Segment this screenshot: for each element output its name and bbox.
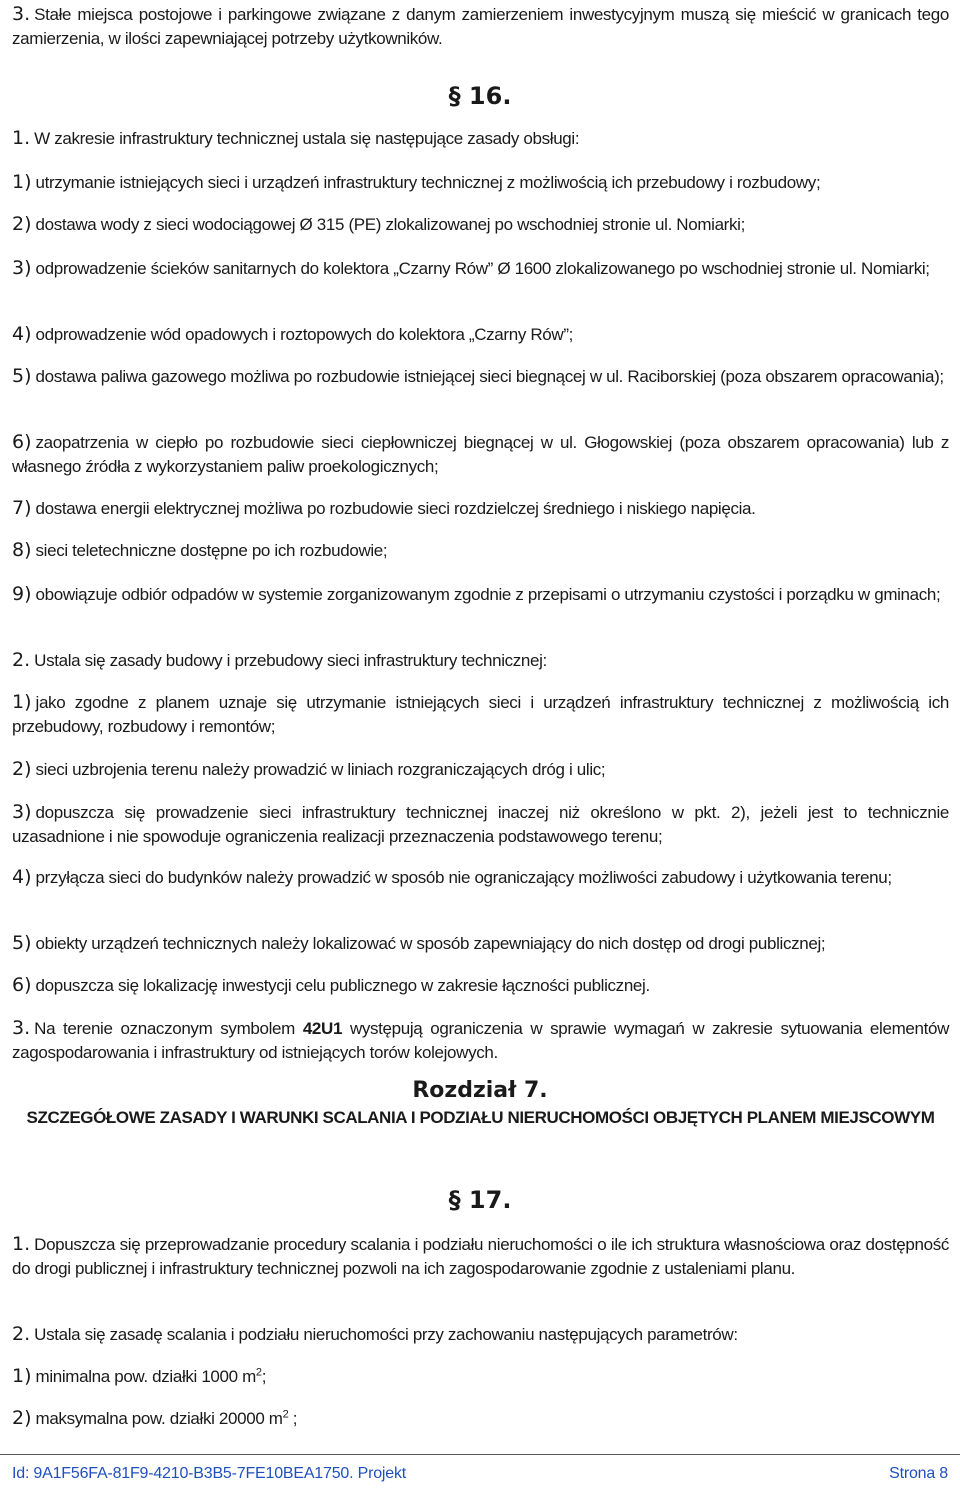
footer-page-number: Strona 8 xyxy=(889,1465,948,1482)
item-number: 2) xyxy=(12,1407,32,1429)
point-16-2-2 xyxy=(12,757,949,782)
point-16-1-7 xyxy=(12,496,949,521)
point-16-2-4 xyxy=(12,865,949,890)
paragraph-17-2 xyxy=(12,1322,949,1347)
paragraph-3-parking xyxy=(12,2,949,51)
item-number: 3) xyxy=(12,257,32,279)
item-number: 6) xyxy=(12,431,32,453)
point-text: zaopatrzenia w ciepło po rozbudowie sieci ciepłowniczej biegnącej w ul. Głogowskiej (poza obszarem opracowania) lub z własnego źródła z wykorzystaniem paliw proekologicznych; xyxy=(12,433,949,476)
point-text: sieci uzbrojenia terenu należy prowadzić w liniach rozgraniczających dróg i ulic; xyxy=(35,760,606,779)
point-16-1-9 xyxy=(12,582,949,607)
paragraph-text: Ustala się zasadę scalania i podziału nieruchomości przy zachowaniu następujących parametrów: xyxy=(34,1325,738,1344)
point-16-1-5 xyxy=(12,364,949,389)
point-16-1-2 xyxy=(12,212,949,237)
point-16-1-4 xyxy=(12,322,949,347)
point-text: dostawa energii elektrycznej możliwa po rozbudowie sieci rozdzielczej średniego i niskiego napięcia. xyxy=(35,499,756,518)
superscript: 2 xyxy=(255,1366,262,1379)
section-16-heading: § 16. xyxy=(448,82,512,110)
item-number: 1. xyxy=(12,127,31,149)
item-number: 1. xyxy=(12,1233,31,1255)
item-number: 5) xyxy=(12,932,32,954)
point-text: minimalna pow. działki 1000 m xyxy=(35,1367,256,1386)
paragraph-16-3 xyxy=(12,1016,949,1065)
paragraph-text: Dopuszcza się przeprowadzanie procedury scalania i podziału nieruchomości o ile ich struktura własnościowa oraz dostępność do drogi publicznej i infrastruktury technicznej pozwoli na ich zagospodarowanie zgodnie z ustaleniami planu. xyxy=(12,1235,949,1278)
paragraph-text: Stałe miejsca postojowe i parkingowe związane z danym zamierzeniem inwestycyjnym muszą się mieścić w granicach tego zamierzenia, w ilości zapewniającej potrzeby użytkowników. xyxy=(12,5,949,48)
item-number: 3. xyxy=(12,3,31,25)
point-16-1-1 xyxy=(12,170,949,195)
point-text-end: ; xyxy=(288,1409,298,1428)
item-number: 4) xyxy=(12,866,32,888)
item-number: 7) xyxy=(12,497,32,519)
point-text: przyłącza sieci do budynków należy prowadzić w sposób nie ograniczający możliwości zabudowy i użytkowania terenu; xyxy=(35,868,892,887)
point-17-2-2 xyxy=(12,1406,949,1431)
point-text: maksymalna pow. działki 20000 m xyxy=(35,1409,283,1428)
item-number: 4) xyxy=(12,323,32,345)
item-number: 2) xyxy=(12,758,32,780)
footer-document-id: Id: 9A1F56FA-81F9-4210-B3B5-7FE10BEA1750. Projekt xyxy=(12,1465,406,1482)
item-number: 2. xyxy=(12,1323,31,1345)
chapter-subtitle: SZCZEGÓŁOWE ZASADY I WARUNKI SCALANIA I PODZIAŁU NIERUCHOMOŚCI OBJĘTYCH PLANEM MIEJSCOWYM xyxy=(26,1108,935,1127)
point-text: odprowadzenie wód opadowych i roztopowych do kolektora „Czarny Rów”; xyxy=(35,325,573,344)
area-symbol: 42U1 xyxy=(302,1019,343,1038)
point-16-2-3 xyxy=(12,800,949,849)
point-text: dostawa paliwa gazowego możliwa po rozbudowie istniejącej sieci biegnącej w ul. Raciborskiej (poza obszarem opracowania); xyxy=(35,367,944,386)
point-16-2-1 xyxy=(12,690,949,739)
point-17-2-1 xyxy=(12,1364,949,1389)
paragraph-text-cont: występują ograniczenia w sprawie wymagań w zakresie sytuowania elementów zagospodarowania i infrastruktury od istniejących torów kolejowych. xyxy=(12,1019,949,1062)
item-number: 3) xyxy=(12,801,32,823)
item-number: 8) xyxy=(12,539,32,561)
point-text: dopuszcza się lokalizację inwestycji celu publicznego w zakresie łączności publicznej. xyxy=(35,976,650,995)
item-number: 9) xyxy=(12,583,32,605)
point-text: obiekty urządzeń technicznych należy lokalizować w sposób zapewniający do nich dostęp od drogi publicznej; xyxy=(35,934,826,953)
item-number: 5) xyxy=(12,365,32,387)
item-number: 3. xyxy=(12,1017,31,1039)
point-text: sieci teletechniczne dostępne po ich rozbudowie; xyxy=(35,541,388,560)
paragraph-text: Ustala się zasady budowy i przebudowy sieci infrastruktury technicznej: xyxy=(34,651,547,670)
section-17-heading: § 17. xyxy=(448,1186,512,1214)
point-text: odprowadzenie ścieków sanitarnych do kolektora „Czarny Rów” Ø 1600 zlokalizowanego po wschodniej stronie ul. Nomiarki; xyxy=(35,259,930,278)
point-text: jako zgodne z planem uznaje się utrzymanie istniejących sieci i urządzeń infrastruktury technicznej z możliwością ich przebudowy, rozbudowy i remontów; xyxy=(12,693,949,736)
item-number: 2) xyxy=(12,213,32,235)
item-number: 1) xyxy=(12,691,32,713)
point-16-2-5 xyxy=(12,931,949,956)
point-16-1-8 xyxy=(12,538,949,563)
chapter-title: Rozdział 7. xyxy=(412,1078,548,1103)
paragraph-17-1 xyxy=(12,1232,949,1281)
paragraph-text: W zakresie infrastruktury technicznej ustala się następujące zasady obsługi: xyxy=(34,129,580,148)
item-number: 1) xyxy=(12,171,32,193)
point-16-1-6 xyxy=(12,430,949,479)
item-number: 2. xyxy=(12,649,31,671)
paragraph-16-1 xyxy=(12,126,949,151)
item-number: 6) xyxy=(12,974,32,996)
item-number: 1) xyxy=(12,1365,32,1387)
point-text: dopuszcza się prowadzenie sieci infrastruktury technicznej inaczej niż określono w pkt. 2), jeżeli jest to technicznie uzasadnione i nie spowoduje ograniczenia realizacji przeznaczenia podstawowego terenu; xyxy=(12,803,949,846)
point-16-1-3 xyxy=(12,256,949,281)
point-16-2-6 xyxy=(12,973,949,998)
point-text: dostawa wody z sieci wodociągowej Ø 315 (PE) zlokalizowanej po wschodniej stronie ul. Nomiarki; xyxy=(35,215,745,234)
point-text: utrzymanie istniejących sieci i urządzeń infrastruktury technicznej z możliwością ich przebudowy i rozbudowy; xyxy=(35,173,821,192)
point-text-end: ; xyxy=(261,1367,267,1386)
superscript: 2 xyxy=(282,1408,289,1421)
point-text: obowiązuje odbiór odpadów w systemie zorganizowanym zgodnie z przepisami o utrzymaniu czystości i porządku w gminach; xyxy=(35,585,941,604)
paragraph-text: Na terenie oznaczonym symbolem xyxy=(34,1019,303,1038)
paragraph-16-2 xyxy=(12,648,949,673)
footer-divider xyxy=(0,1454,960,1455)
